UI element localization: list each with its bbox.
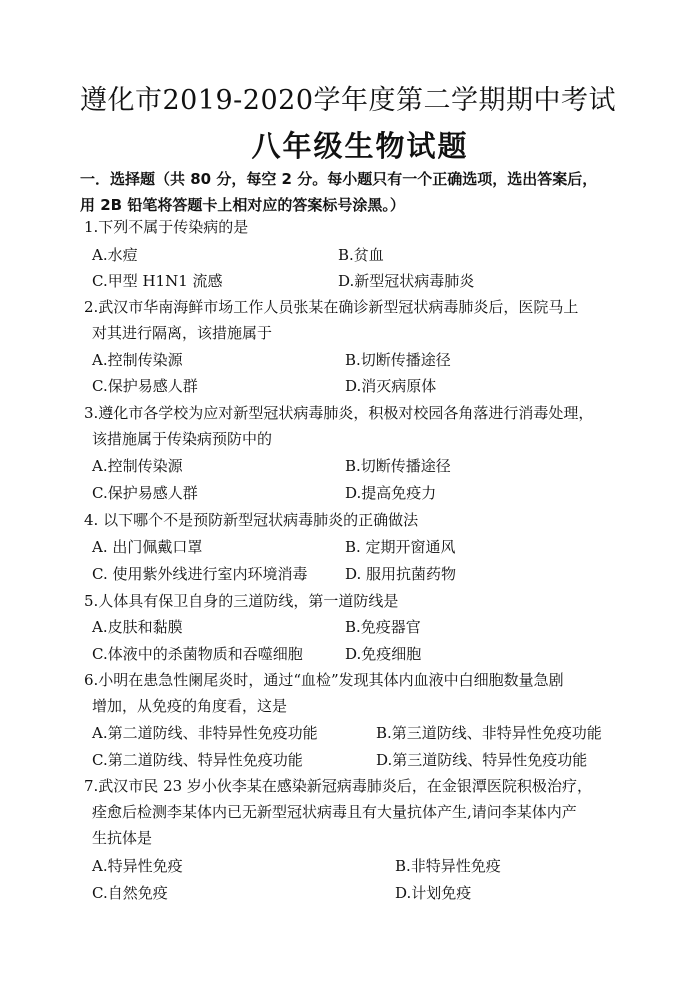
option-b: B.切断传播途径: [345, 351, 451, 369]
options-row: [92, 561, 632, 588]
question-text: 5.人体具有保卫自身的三道防线，第一道防线是: [84, 592, 399, 610]
option-b: B.非特异性免疫: [395, 857, 501, 875]
option-b: B. 定期开窗通风: [345, 538, 456, 556]
question-2: [84, 294, 624, 346]
option-b: B.免疫器官: [345, 618, 421, 636]
question-6: [84, 667, 624, 719]
question-text-cont: 痊愈后检测李某体内已无新型冠状病毒且有大量抗体产生,请问李某体内产: [92, 803, 577, 821]
option-d: D.提高免疫力: [345, 484, 437, 502]
option-d: D.第三道防线、特异性免疫功能: [376, 751, 588, 769]
option-d: D.免疫细胞: [345, 645, 422, 663]
option-c: C.自然免疫: [92, 884, 168, 902]
options-row: [92, 720, 632, 747]
question-text-cont: 增加，从免疫的角度看，这是: [92, 697, 288, 715]
option-a: A.控制传染源: [92, 457, 183, 475]
question-text-cont: 对其进行隔离，该措施属于: [92, 324, 273, 342]
section-instructions: [80, 166, 640, 218]
options-row: [92, 453, 632, 480]
options-row: [92, 614, 632, 641]
option-c: C. 使用紫外线进行室内环境消毒: [92, 565, 308, 583]
question-1: [84, 214, 624, 240]
section-line-2: 用 2B 铅笔将答题卡上相对应的答案标号涂黑。）: [80, 196, 405, 214]
options-row: [92, 268, 632, 295]
question-text: 1.下列不属于传染病的是: [84, 218, 249, 236]
option-b: B.切断传播途径: [345, 457, 451, 475]
option-d: D.消灭病原体: [345, 377, 437, 395]
option-a: A.皮肤和黏膜: [92, 618, 183, 636]
question-text: 6.小明在患急性阑尾炎时，通过“血检”发现其体内血液中白细胞数量急剧: [84, 671, 564, 689]
options-row: [92, 242, 632, 269]
question-5: [84, 588, 624, 614]
options-row: [92, 641, 632, 668]
exam-title: 遵化市2019-2020学年度第二学期期中考试: [79, 85, 617, 116]
question-3: [84, 400, 624, 452]
option-d: D. 服用抗菌药物: [345, 565, 457, 583]
option-d: D.新型冠状病毒肺炎: [338, 272, 475, 290]
option-a: A.特异性免疫: [92, 857, 183, 875]
option-a: A.控制传染源: [92, 351, 183, 369]
option-a: A.水痘: [92, 246, 138, 264]
question-4: [84, 507, 624, 533]
option-d: D.计划免疫: [395, 884, 472, 902]
options-row: [92, 480, 632, 507]
option-a: A. 出门佩戴口罩: [92, 538, 203, 556]
question-text-cont: 该措施属于传染病预防中的: [92, 430, 273, 448]
options-row: [92, 347, 632, 374]
question-text: 7.武汉市民 23 岁小伙李某在感染新冠病毒肺炎后，在金银潭医院积极治疗，: [84, 777, 592, 795]
option-c: C.甲型 H1N1 流感: [92, 272, 223, 290]
option-b: B.第三道防线、非特异性免疫功能: [376, 724, 602, 742]
options-row: [92, 747, 632, 774]
section-line-1: 一．选择题（共 80 分，每空 2 分。每小题只有一个正确选项，选出答案后，: [80, 170, 598, 188]
question-text: 2.武汉市华南海鲜市场工作人员张某在确诊新型冠状病毒肺炎后，医院马上: [84, 298, 579, 316]
question-text: 3.遵化市各学校为应对新型冠状病毒肺炎，积极对校园各角落进行消毒处理，: [84, 404, 594, 422]
option-a: A.第二道防线、非特异性免疫功能: [92, 724, 318, 742]
exam-subtitle: 八年级生物试题: [251, 129, 469, 163]
options-row: [92, 373, 632, 400]
question-text: 4. 以下哪个不是预防新型冠状病毒肺炎的正确做法: [84, 511, 419, 529]
option-c: C.保护易感人群: [92, 377, 198, 395]
option-b: B.贫血: [338, 246, 384, 264]
question-text-cont: 生抗体是: [92, 829, 153, 847]
question-7: [84, 773, 624, 851]
option-c: C.保护易感人群: [92, 484, 198, 502]
option-c: C.体液中的杀菌物质和吞噬细胞: [92, 645, 303, 663]
options-row: [92, 534, 632, 561]
options-row: [92, 853, 632, 880]
options-row: [92, 880, 632, 907]
option-c: C.第二道防线、特异性免疫功能: [92, 751, 303, 769]
